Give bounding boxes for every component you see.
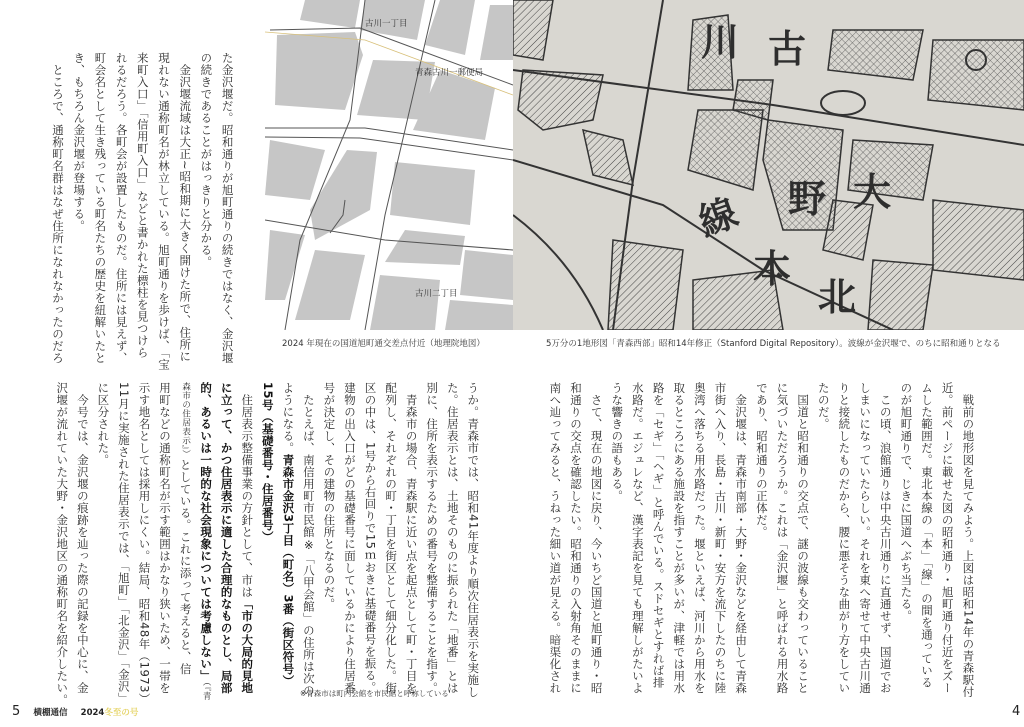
- map-label: 本: [753, 247, 792, 291]
- page-number: 5: [12, 704, 21, 719]
- map-label: 古川二丁目: [415, 289, 458, 299]
- text-column: 奥湾へ落ちる用水路だった。堰といえば、河川から用水を: [692, 382, 707, 694]
- map-label: 古川一丁目: [365, 19, 408, 29]
- text-column: 配列し、それぞれの町・丁目を街区として細分化した。街: [384, 382, 399, 694]
- page4-footer: [1012, 704, 1020, 719]
- old-topographic-map: [513, 0, 1024, 330]
- text-segment: 住居表示整備事業の方針として、市は: [240, 382, 255, 598]
- text-column: 青森市の場合、青森駅に近い点を起点として町・丁目を: [404, 382, 419, 694]
- page5-footer: [12, 704, 138, 719]
- bold-text: 「市の大局的見地: [240, 598, 255, 694]
- text-column: に気づいただろうか。これは「金沢堰」と呼ばれる用水路: [775, 382, 790, 694]
- text-column: 沢堰が流れていた大野・金沢地区の通称町名を紹介したい。: [55, 382, 70, 706]
- text-column: うな響きの語もある。: [610, 382, 625, 502]
- text-column: うか。青森市では、昭和41年度より順次住居表示を実施し: [466, 382, 481, 698]
- text-column: た金沢堰だ。昭和通りが旭町通りの続きではなく、金沢堰: [220, 52, 235, 364]
- text-column: た。住居表示とは、土地そのものに振られた「地番」とは: [445, 382, 460, 694]
- text-column: 町会名として生き残っている町名たちの歴史を紐解いたと: [93, 52, 108, 364]
- text-column: たとえば、南信用町市民館※「八甲会館」の住所は次の: [301, 382, 316, 697]
- text-column: 現れない通称町名が林立している。旭町通りを歩けば、「宝: [156, 52, 171, 371]
- bold-text: 15号（基礎番号・住居番号）: [260, 382, 275, 544]
- text-column: たのだ。: [816, 382, 831, 430]
- text-column: 和通りの交点を確認したい。昭和通りの入射角そのままに: [568, 382, 583, 694]
- text-column: 区の中は、1号から右回りで15ｍおきに基礎番号を振る。: [363, 382, 378, 694]
- map-label: 青森古川一郵便局: [415, 68, 484, 78]
- text-column: ところで、通称町名群はなぜ住所になれなかったのだろ: [50, 52, 65, 364]
- text-column: しまいになっていたらしい。それを東へ寄せて中央古川通: [858, 382, 873, 694]
- text-column: 示す地名としては採用しにくい。結局、昭和48年（1973）: [137, 382, 152, 705]
- text-column: に区分された。: [96, 382, 111, 466]
- small-text: （『青: [201, 682, 212, 701]
- text-column: この頃、浪館通りは中央古川通りに直通せず、国道でお: [878, 382, 893, 694]
- text-column: [278, 382, 299, 688]
- text-column: 金沢堰は、青森市南部・大野・金沢などを経由して青森: [734, 382, 749, 694]
- current-map: [265, 0, 513, 330]
- text-column: 別に、住所を表示するための番号を整備することを指す。: [425, 382, 440, 694]
- page-number: 4: [1012, 704, 1021, 719]
- text-column: さて、現在の地図に戻り、今いちど国道と旭町通り・昭: [589, 382, 604, 694]
- text-column: 南へ辿ってみると、うねった細い道が見える。暗渠化され: [548, 382, 563, 694]
- text-column: 国道と昭和通りの交点で、謎の波線も交わっていること: [796, 382, 811, 694]
- text-column: 路を「セギ」「ヘギ」と呼んでいる。スドセギとすれば排: [651, 382, 666, 689]
- current-map-caption: 2024 年現在の国道旭町通交差点付近（地理院地図）: [282, 339, 485, 349]
- text-column: 今号では、金沢堰の痕跡を辿った際の記録を中心に、金: [75, 382, 90, 694]
- map-label: 線: [692, 190, 744, 245]
- text-column: 金沢堰流域は大正~昭和期に大きく開けた所で、住所に: [178, 52, 193, 363]
- map-label: 大: [853, 170, 892, 214]
- text-column: 取るところにある施設を指すことが多いが、津軽では用水: [672, 382, 687, 694]
- text-column: りと接続したものだから、腰に悪そうな曲がり方をしてい: [837, 382, 852, 694]
- text-column: のが旭町通りで、じきに国道へぶち当たる。: [899, 382, 914, 622]
- text-column: [175, 382, 196, 674]
- text-column: 水路だ。エジュレなど、漢字表記を見ても理解しがたいよ: [630, 382, 645, 694]
- text-segment: ようになる。: [281, 382, 296, 454]
- text-column: 11月に実施された住居表示では、「旭町」「北金沢」「金沢」: [116, 382, 131, 705]
- text-column: であり、昭和通りの正体だ。: [754, 382, 769, 538]
- text-column: れるだろう。各町会が設置したものだ。住所には見えず、: [114, 52, 129, 364]
- text-column: き、もちろん金沢堰が登場する。: [72, 52, 87, 232]
- text-column: 来町入口」「信用町入口」などと書かれた標柱を見つけら: [135, 52, 150, 359]
- text-column: の続きであることがはっきりと分かる。: [199, 52, 214, 268]
- text-column: [196, 382, 217, 701]
- text-column: 号が決定し、その建物の住所となるのだ。: [322, 382, 337, 610]
- map-label: 川: [701, 20, 740, 64]
- small-text: 森市の住居表示』）: [180, 382, 191, 459]
- bold-text: 青森市金沢3丁目（町名）3番（街区符号）: [281, 454, 296, 688]
- text-column: [237, 382, 258, 694]
- text-column: [257, 382, 278, 674]
- text-column: 戦前の地形図を見てみよう。上図は昭和14年の青森駅付: [961, 382, 976, 698]
- magazine-title: 横棚通信: [33, 708, 68, 718]
- map-label: 古: [768, 27, 807, 71]
- bold-text: に立って、かつ住居表示に適した合理的なものとし、局部: [219, 382, 234, 694]
- issue-year: 2024: [80, 708, 105, 718]
- text-column: 用町などの通称町名が示す範囲はかなり狭いため、一帯を: [158, 382, 173, 694]
- footnote: ※青森市は町内会館を市民館と呼称している: [300, 689, 449, 698]
- map-label: 野: [788, 177, 827, 221]
- bold-text: 的、あるいは一時的な社会現象については考慮しない」: [199, 382, 214, 682]
- text-column: 近。前ページに載せた図の昭和通り・旭町通り付近をズー: [940, 382, 955, 694]
- issue-season: 冬至の号: [104, 708, 139, 718]
- map-label: 北: [818, 275, 857, 319]
- text-column: ムした範囲だ。東北本線の「本」「線」の間を通っている: [920, 382, 935, 689]
- old-map-caption: 5万分の1地形図「青森西部」昭和14年修正（Stanford Digital Repository）。波線が金沢堰で、のちに昭和通りとなる: [546, 339, 1001, 349]
- text-column: [216, 382, 237, 694]
- text-column: 市街へ入り、長島・古川・新町・安方を流下したのちに陸: [713, 382, 728, 694]
- text-column: 建物の出入口がどの基礎番号に面しているかにより住居番: [342, 382, 357, 694]
- text-segment: としている。これに添って考えると、信: [178, 458, 193, 675]
